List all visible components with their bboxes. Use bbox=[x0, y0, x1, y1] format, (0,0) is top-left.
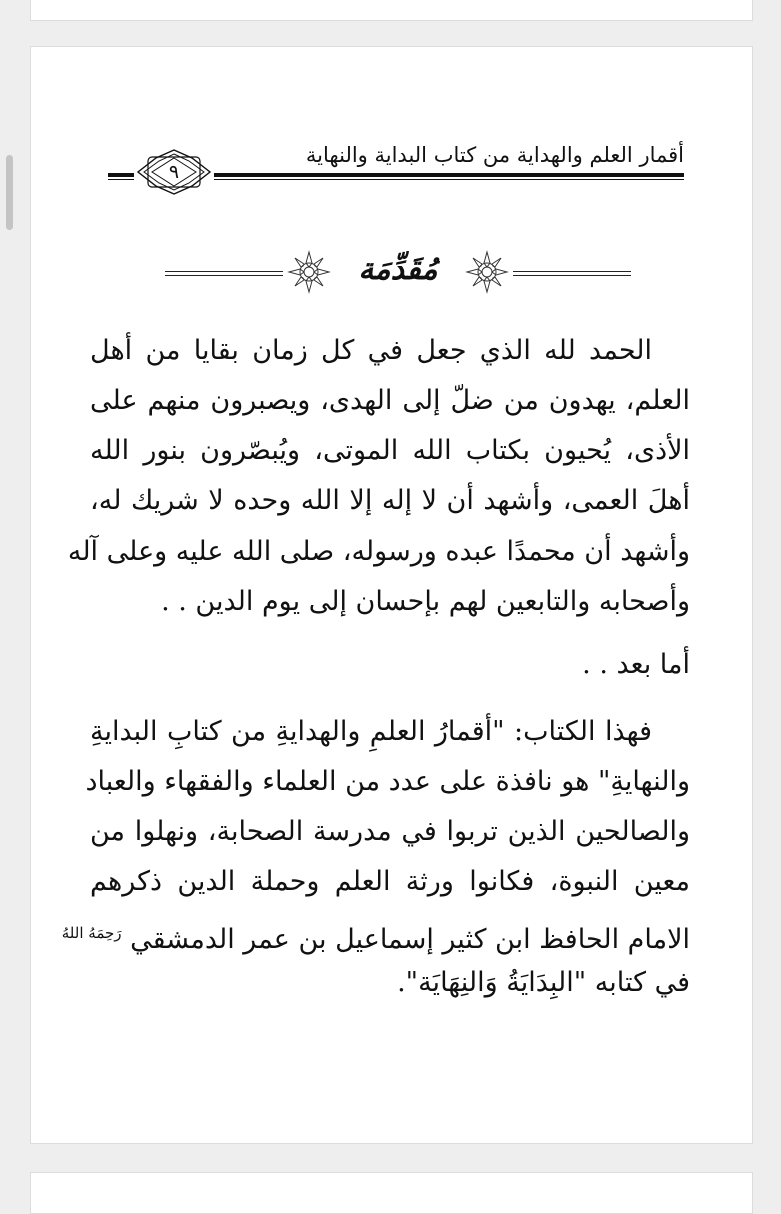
section-heading bbox=[165, 244, 631, 300]
previous-page-edge bbox=[30, 0, 753, 21]
text-line: الامام الحافظ ابن كثير إسماعيل بن عمر الدمشقي bbox=[130, 924, 690, 955]
heading-rule-right-2 bbox=[513, 275, 631, 276]
running-header bbox=[108, 140, 684, 190]
text-line: والنهايةِ" هو نافذة على عدد من العلماء والفقهاء والعباد bbox=[85, 766, 690, 797]
honorific-glyph: رَحِمَهُ اللهُ bbox=[61, 924, 122, 942]
book-title: أقمار العلم والهداية من كتاب البداية والنهاية bbox=[305, 143, 684, 167]
text-line: العلم، يهدون من ضلّ إلى الهدى، ويصبرون منهم على bbox=[90, 385, 690, 416]
text-line: وأشهد أن محمدًا عبده ورسوله، صلى الله عليه وعلى آله bbox=[67, 536, 690, 567]
text-line: والصالحين الذين تربوا في مدرسة الصحابة، ونهلوا من bbox=[90, 816, 690, 847]
text-line: فهذا الكتاب: "أقمارُ العلمِ والهدايةِ من كتابِ البدايةِ bbox=[90, 716, 652, 747]
page-number-badge bbox=[134, 148, 214, 196]
section-title: مُقَدِّمَة bbox=[358, 252, 438, 287]
heading-rule-left bbox=[165, 271, 283, 272]
scrollbar-thumb[interactable] bbox=[6, 155, 13, 230]
heading-rule-left-2 bbox=[165, 275, 283, 276]
text-line: أما بعد . . bbox=[582, 649, 690, 680]
text-line: الحمد لله الذي جعل في كل زمان بقايا من أهل bbox=[90, 335, 652, 366]
text-line: الأذى، يُحيون بكتاب الله الموتى، ويُبصّرون بنور الله bbox=[90, 435, 690, 466]
text-line: معين النبوة، فكانوا ورثة العلم وحملة الدين ذكرهم bbox=[90, 866, 690, 897]
text-line-with-honorific bbox=[61, 913, 690, 955]
text-line: أهلَ العمى، وأشهد أن لا إله إلا الله وحده لا شريك له، bbox=[90, 485, 690, 516]
flower-ornament-icon bbox=[287, 250, 331, 294]
heading-rule-right bbox=[513, 271, 631, 272]
text-line: وأصحابه والتابعين لهم بإحسان إلى يوم الدين . . bbox=[161, 586, 690, 617]
page-number: ٩ bbox=[168, 161, 180, 183]
flower-ornament-icon bbox=[465, 250, 509, 294]
text-line: في كتابه "البِدَايَةُ وَالنِهَايَة". bbox=[397, 967, 690, 998]
next-page-edge bbox=[30, 1172, 753, 1214]
